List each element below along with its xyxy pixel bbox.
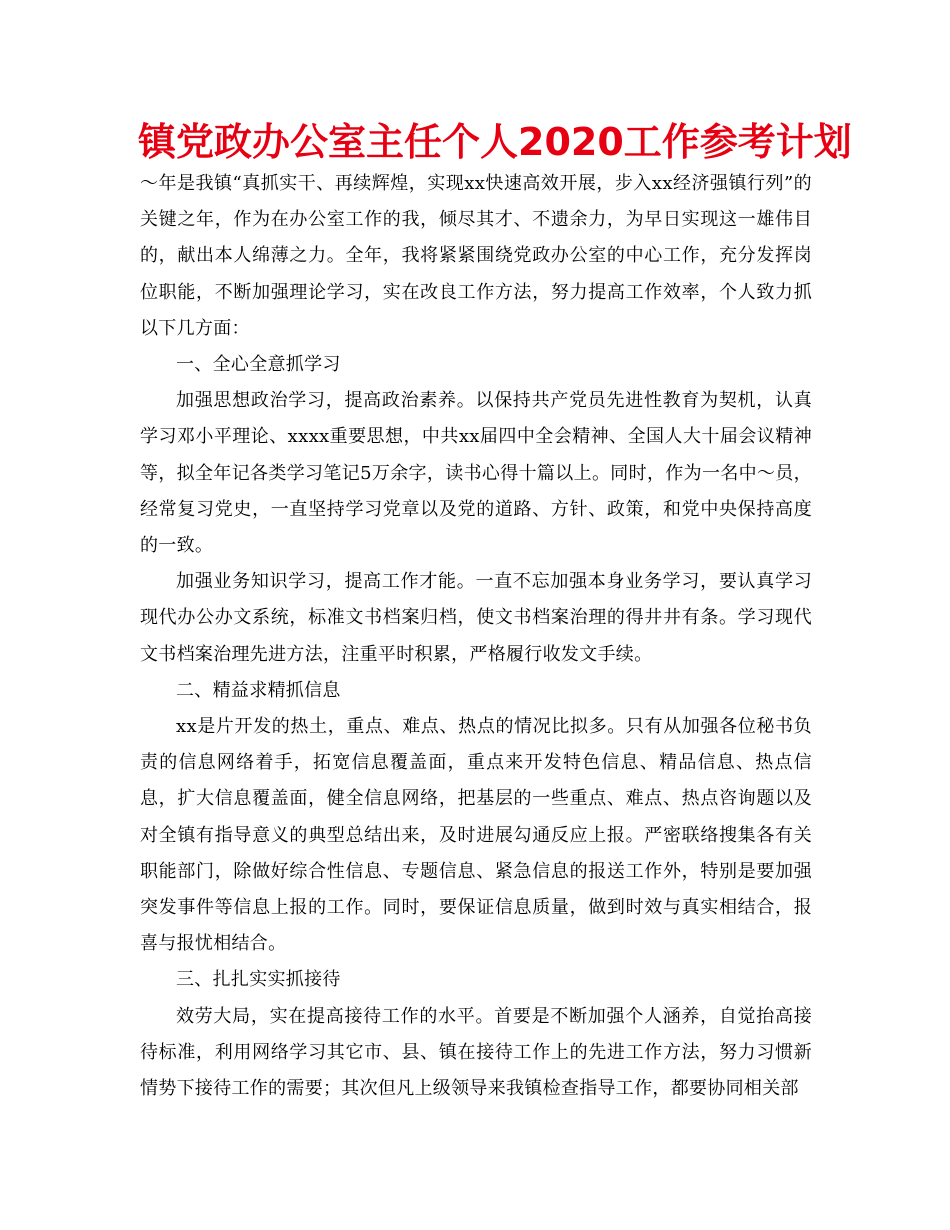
section-heading-3: 三、扎扎实实抓接待 xyxy=(176,969,341,991)
section-1-paragraph-1: 加强思想政治学习，提高政治素养。以保持共产党员先进性教育为契机，认真学习邓小平理论、xxxx重要思想，中共xx届四中全会精神、全国人大十届会议精神等，拟全年记各类学习笔记5万余字，读书心得十篇以上。同时，作为一名中～员，经常复习党史，一直坚持学习党章以及党的道路、方针、政策，和党中央保持高度的一致。 xyxy=(140,390,812,557)
intro-paragraph: ～年是我镇“真抓实干、再续辉煌，实现xx快速高效开展，步入xx经济强镇行列”的关键之年，作为在办公室工作的我，倾尽其才、不遗余力，为早日实现这一雄伟目的，献出本人绵薄之力。全年，我将紧紧围绕党政办公室的中心工作，充分发挥岗位职能，不断加强理论学习，实在改良工作方法，努力提高工作效率，个人致力抓以下几方面： xyxy=(140,173,812,339)
section-heading-1: 一、全心全意抓学习 xyxy=(176,354,341,376)
section-heading-2: 二、精益求精抓信息 xyxy=(176,679,341,701)
document-title: 镇党政办公室主任个人2020工作参考计划 xyxy=(138,120,852,164)
document-page xyxy=(138,118,852,1107)
section-1-paragraph-2: 加强业务知识学习，提高工作才能。一直不忘加强本身业务学习，要认真学习现代办公办文系统，标准文书档案归档，使文书档案治理的得井井有条。学习现代文书档案治理先进方法，注重平时积累，严格履行收发文手续。 xyxy=(140,571,812,665)
section-3-paragraph-1: 效劳大局，实在提高接待工作的水平。首要是不断加强个人涵养，自觉抬高接待标准，利用网络学习其它市、县、镇在接待工作上的先进工作方法，努力习惯新情势下接待工作的需要；其次但凡上级领导来我镇检查指导工作，都要协同相关部 xyxy=(140,1005,812,1100)
section-2-paragraph-1: xx是片开发的热土，重点、难点、热点的情况比拟多。只有从加强各位秘书负责的信息网络着手，拓宽信息覆盖面，重点来开发特色信息、精品信息、热点信息，扩大信息覆盖面，健全信息网络，把基层的一些重点、难点、热点咨询题以及对全镇有指导意义的典型总结出来，及时进展勾通反应上报。严密联络搜集各有关职能部门，除做好综合性信息、专题信息、紧急信息的报送工作外，特别是要加强突发事件等信息上报的工作。同时，要保证信息质量，做到时效与真实相结合，报喜与报忧相结合。 xyxy=(140,716,812,955)
